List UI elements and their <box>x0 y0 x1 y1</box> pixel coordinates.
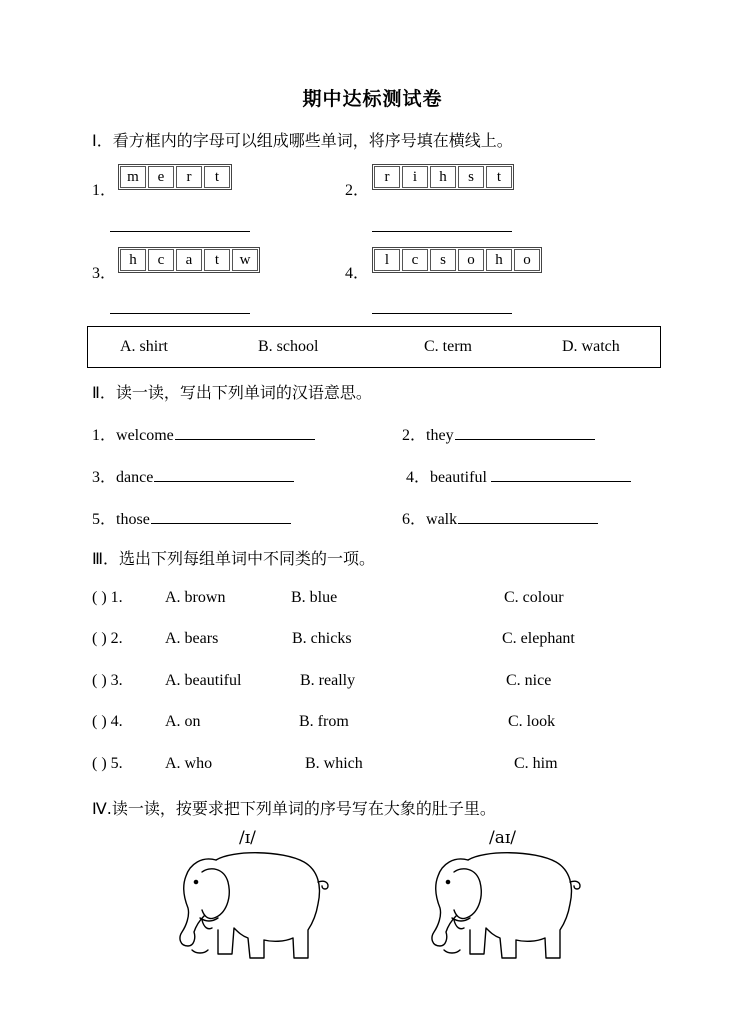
letter: t <box>204 249 230 271</box>
vocab-word: those <box>116 511 150 528</box>
question-number: ( ) 1. <box>92 589 123 606</box>
letter: l <box>374 249 400 271</box>
answer-blank[interactable] <box>491 467 631 482</box>
answer-blank[interactable] <box>110 312 250 314</box>
item-number: 4． <box>406 469 431 486</box>
choice-a: A. beautiful <box>165 672 242 689</box>
choice-b: B. blue <box>291 589 338 606</box>
vocab-item <box>402 422 595 445</box>
choice-b: B. from <box>299 713 349 730</box>
item-number: 3． <box>92 265 117 282</box>
vocab-word: dance <box>116 469 154 486</box>
vocab-item <box>92 506 291 529</box>
answer-blank[interactable] <box>110 230 250 232</box>
letter: m <box>120 166 146 188</box>
option-b: B. school <box>258 338 319 355</box>
answer-blank[interactable] <box>154 467 294 482</box>
vocab-item <box>406 464 631 487</box>
question-number: ( ) 2. <box>92 630 123 647</box>
choice-a: A. on <box>165 713 201 730</box>
question-number: ( ) 3. <box>92 672 123 689</box>
item-number: 1． <box>92 182 117 199</box>
choice-a: A. brown <box>165 589 226 606</box>
letter: o <box>514 249 540 271</box>
phonetic-label-right: /aɪ/ <box>489 828 517 848</box>
choice-a: A. who <box>165 755 213 772</box>
item-number: 3． <box>92 469 117 486</box>
answer-blank[interactable] <box>372 230 512 232</box>
choice-b: B. really <box>300 672 356 689</box>
letter: s <box>430 249 456 271</box>
choice-a: A. bears <box>165 630 219 647</box>
section-4-heading: Ⅳ.读一读，按要求把下列单词的序号写在大象的肚子里。 <box>92 799 496 818</box>
letter: r <box>176 166 202 188</box>
section-2-heading: Ⅱ．读一读，写出下列单词的汉语意思。 <box>92 383 372 402</box>
letter: h <box>486 249 512 271</box>
choice-c: C. nice <box>506 672 552 689</box>
letter: h <box>120 249 146 271</box>
letter: s <box>458 166 484 188</box>
option-d: D. watch <box>562 338 620 355</box>
vocab-item <box>402 506 598 529</box>
choice-c: C. elephant <box>502 630 575 647</box>
answer-blank[interactable] <box>372 312 512 314</box>
answer-blank[interactable] <box>175 425 315 440</box>
phonetic-label-left: /ɪ/ <box>239 828 256 848</box>
vocab-word: beautiful <box>430 469 487 486</box>
choice-b: B. chicks <box>292 630 352 647</box>
letter-box <box>372 164 514 190</box>
letter: o <box>458 249 484 271</box>
answer-blank[interactable] <box>455 425 595 440</box>
letter: t <box>486 166 512 188</box>
letter: e <box>148 166 174 188</box>
letter: a <box>176 249 202 271</box>
letter: w <box>232 249 258 271</box>
item-number: 5． <box>92 511 117 528</box>
letter-box <box>118 164 232 190</box>
letter: t <box>204 166 230 188</box>
page-title: 期中达标测试卷 <box>302 88 443 110</box>
letter: i <box>402 166 428 188</box>
section-1-heading: I．看方框内的字母可以组成哪些单词，将序号填在横线上。 <box>92 131 513 150</box>
letter: c <box>402 249 428 271</box>
item-number: 6． <box>402 511 427 528</box>
question-number: ( ) 4. <box>92 713 123 730</box>
vocab-word: walk <box>426 511 458 528</box>
answer-blank[interactable] <box>151 509 291 524</box>
vocab-item <box>92 464 294 487</box>
vocab-word: they <box>426 427 454 444</box>
elephant-right-icon <box>424 846 584 966</box>
section-3-heading: Ⅲ．选出下列每组单词中不同类的一项。 <box>92 549 376 568</box>
vocab-item <box>92 422 315 445</box>
question-number: ( ) 5. <box>92 755 123 772</box>
item-number: 1． <box>92 427 117 444</box>
item-number: 2． <box>402 427 427 444</box>
letter: r <box>374 166 400 188</box>
choice-c: C. colour <box>504 589 564 606</box>
option-c: C. term <box>424 338 472 355</box>
letter: h <box>430 166 456 188</box>
choice-c: C. him <box>514 755 558 772</box>
letter-box <box>118 247 260 273</box>
answer-blank[interactable] <box>458 509 598 524</box>
letter-box <box>372 247 542 273</box>
item-number: 2． <box>345 182 370 199</box>
vocab-word: welcome <box>116 427 174 444</box>
choice-c: C. look <box>508 713 556 730</box>
letter: c <box>148 249 174 271</box>
choice-b: B. which <box>305 755 363 772</box>
elephant-left-icon <box>172 846 332 966</box>
option-a: A. shirt <box>120 338 168 355</box>
item-number: 4． <box>345 265 370 282</box>
